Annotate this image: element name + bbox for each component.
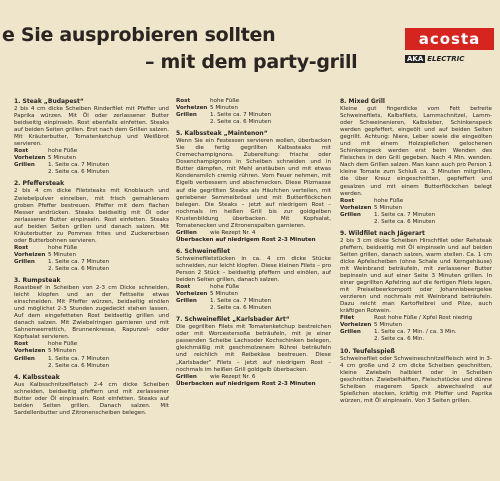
cooking-label — [14, 266, 48, 273]
cooking-label: Grillen — [176, 229, 197, 236]
cooking-label: Filet — [340, 315, 355, 322]
cooking-row — [340, 198, 492, 205]
recipe-title: 4. Kalbssteak — [14, 373, 60, 381]
cooking-value: hohe Füße — [210, 98, 240, 104]
cooking-value: 5 Minuten — [48, 155, 76, 162]
cooking-label: Grillen — [14, 162, 35, 169]
recipe-column-2 — [176, 98, 331, 478]
cooking-row — [340, 329, 492, 336]
cooking-value: hohe Füße — [48, 244, 78, 251]
cooking-row — [340, 205, 492, 212]
recipe-section — [340, 230, 492, 344]
recipe-column-3 — [340, 98, 492, 478]
cooking-label — [176, 305, 210, 312]
cooking-value: 2. Seite ca. 6 Minuten — [48, 169, 110, 176]
cooking-value: 2. Seite ca. 6 Min. — [374, 336, 425, 343]
cooking-value: 1. Seite ca. 7 Minuten — [48, 258, 110, 265]
cooking-label: Rost — [14, 244, 29, 251]
cooking-label: Vorheizen — [14, 155, 46, 162]
cooking-label: Vorheizen — [340, 204, 372, 211]
cooking-row — [176, 298, 331, 305]
cooking-label: Grillen — [340, 211, 361, 218]
recipe-title: 5. Kalbssteak „Maintenon“ — [176, 130, 268, 138]
cooking-row — [14, 348, 169, 355]
cooking-label: Rost — [176, 98, 191, 104]
recipe-section — [14, 277, 169, 370]
recipe-text: Wenn Sie ein Festessen servieren wollen, überbacken Sie die fertig gegrillten Kalbssteaks mit Cremechampignons. Zubereitung: frische oder Dosenchampignons in Scheiben schneiden und in Butter dämpfen, mit Mehl anstäuben und mit etwas Kondensmilch cremig rühren. Vom Feuer nehmen, mit Eigelb verbessern und abschmecken. Diese Pilzmasse auf die gegrillten Steaks als Häufchen verteilen, mit geriebener Semmelbrösel und mit Butterflöckchen belegen. Die Steaks – jetzt auf niedrigem Rost – nochmals im heißen Grill bis zur goldgelben Krustenbildung überbacken. Mit Kopfsalat, Tomatenecken und Zitronenspalten garnieren. — [176, 138, 331, 229]
cooking-label — [340, 336, 374, 343]
cooking-row — [340, 322, 492, 329]
cooking-row — [14, 162, 169, 169]
recipe-text: 2 bis 4 cm dicke Filetsteaks mit Knoblauch und Zwiebelpulver einreiben, mit frisch gemahlenem groben Pfeffer bestreuen. Pfeffer mit dem flachen Messer andrücken. Steaks beidseitig mit Öl oder zerlassener Butter einpinseln. Rost einfetten. Steaks auf beiden Seiten grillen und danach salzen. Mit Kräuterbutter zu Pommes frites und Zuckererbsen oder Butterbohnen servieren. — [14, 188, 169, 244]
recipe-section — [340, 98, 492, 226]
cooking-value: 5 Minuten — [374, 204, 402, 211]
page-title-line2 — [145, 51, 357, 73]
recipe-title: 7. Schweinefilet „Karlsbader Art“ — [176, 316, 290, 324]
cooking-label: Rost — [176, 284, 191, 291]
cooking-value: 1. Seite ca. 7 Minuten — [374, 211, 436, 218]
cooking-value: 2. Seite ca. 6 Minuten — [210, 119, 272, 126]
overbake-note: Überbacken auf niedrigem Rost 2-3 Minuten — [176, 236, 316, 243]
cooking-label: Rost — [14, 341, 29, 348]
cooking-row — [176, 284, 331, 291]
recipe-section — [14, 180, 169, 273]
cooking-label: Grillen — [14, 258, 35, 265]
cooking-value: 5 Minuten — [210, 105, 238, 112]
cooking-label — [14, 169, 48, 176]
cooking-value: Rost hohe Füße / Xpfel Rost niedrig — [374, 315, 473, 322]
recipe-section — [176, 316, 331, 387]
cooking-row — [14, 169, 169, 176]
brand-logo: acosta — [405, 28, 494, 50]
cooking-row — [176, 291, 331, 298]
cooking-value: 2. Seite ca. 6 Minuten — [48, 362, 110, 369]
cooking-row — [176, 305, 331, 312]
cooking-value: 1. Seite ca. 7 Minuten — [210, 112, 272, 119]
cooking-label — [14, 363, 48, 370]
cooking-label: Grillen — [176, 112, 197, 119]
recipe-title: 1. Steak „Budapest“ — [14, 98, 84, 105]
recipe-text: Schweinefiletstücken in ca. 4 cm dicke Stücke schneiden, nur leicht klopfen. Diese kleinen Filets – pro Person 2 Stück – beidseitig pfeffern und einölen, auf beiden Seiten grillen, danach salzen. — [176, 255, 331, 284]
recipe-text: Aus Kalbsschnitzelfleisch 2-4 cm dicke Scheiben schneiden, beidseitig pfeffern und mit zerlassener Butter oder Öl einpinseln. Rost einfetten. Steaks auf beiden Seiten grillen. Danach salzen. Mit Sardellenbutter und Zitronenscheiben belegen. — [14, 381, 169, 416]
cooking-label: Vorheizen — [14, 348, 46, 355]
recipe-text: Die gegrillten Filets mit Tomatenketchup bestreichen oder mit Worcestersoße beträufeln, mit je einer passenden Scheibe Lachsoder Kochschinken belegen, gleichmäßig mit geschmolzenem Rührei beträufeln und reichlich mit Reibekäse bestreuen. Diese „Karlsbader“ Filets – jetzt auf niedrigem Rost – nochmals im heißen Grill goldgelb überbacken. — [176, 324, 331, 373]
recipe-text: 2 bis 4 cm dicke Scheiben Rinderfilet mit Pfeffer und Paprika würzen. Mit Öl oder zerlassener Butter beidseitig einpinseln. Rost ebenfalls einfetten. Steaks auf beiden Seiten grillen. Erst nach dem Grillen salzen. Mit Kräuterbutter, Tomatenketchup und Weißbrot servieren. — [14, 106, 169, 148]
cooking-value: 5 Minuten — [48, 348, 76, 355]
cooking-row — [340, 212, 492, 219]
cooking-value: wie Rezept Nr. 6 — [210, 373, 256, 380]
cooking-label: Rost — [14, 148, 29, 155]
cooking-value: hohe Füße — [48, 148, 78, 155]
cooking-label: Vorheizen — [176, 291, 208, 298]
cooking-label: Vorheizen — [14, 251, 46, 258]
cooking-value: hohe Füße — [210, 284, 240, 291]
cooking-value: 1. Seite ca. 7 Minuten — [210, 298, 272, 305]
cooking-row — [176, 105, 331, 112]
cooking-row — [14, 155, 169, 162]
cooking-row — [176, 112, 331, 119]
recipe-title: 6. Schweinefilet — [176, 247, 231, 255]
recipe-section — [14, 98, 169, 176]
cooking-value: 5 Minuten — [374, 322, 402, 329]
overbake-note: Überbacken auf niedrigem Rost 2-3 Minuten — [176, 380, 316, 387]
cooking-row — [14, 356, 169, 363]
cooking-value: 5 Minuten — [48, 251, 76, 258]
cooking-row — [340, 219, 492, 226]
recipe-section — [176, 130, 331, 244]
brand-sub-logo — [405, 54, 494, 64]
cooking-value: hohe Füße — [374, 197, 404, 204]
cooking-row — [14, 363, 169, 370]
cooking-row — [176, 98, 331, 105]
cooking-row — [176, 119, 331, 126]
cooking-value: hohe Füße — [48, 341, 78, 348]
cooking-value: 1. Seite ca. 7 Minuten — [48, 355, 110, 362]
cooking-row — [14, 266, 169, 273]
recipe-title: 3. Rumpsteak — [14, 277, 61, 285]
cooking-label: Rost — [340, 197, 355, 204]
recipe-text: Schweinefilet oder Schweineschnitzelfleisch wird in 3-4 cm große und 2 cm dicke Scheiben geschnitten, kleine Zwiebeln halbiert oder in Scheiben geschnitten. Zwiebelhälften, Fleischstücke und dünne Scheiben magerem Speck abwechselnd auf Spießchen stecken, kräftig mit Pfeffer und Paprika würzen, mit Öl einpinseln. Von 3 Seiten grillen. — [340, 355, 492, 404]
cooking-row — [14, 341, 169, 348]
cooking-row — [176, 374, 331, 381]
cooking-value: 2. Seite ca. 6 Minuten — [210, 305, 272, 312]
cooking-label: Grillen — [340, 329, 361, 336]
title-party-grill: party-grill — [253, 51, 358, 73]
recipe-section — [340, 348, 492, 405]
cooking-label: Grillen — [14, 355, 35, 362]
page-header — [0, 18, 500, 90]
cooking-value: 1. Seite ca. 7 Minuten — [48, 162, 110, 169]
recipe-section — [14, 374, 169, 417]
cooking-value: 2. Seite ca. 6 Minuten — [48, 265, 110, 272]
cooking-label: Grillen — [176, 298, 197, 305]
cooking-value: wie Rezept Nr. 4 — [210, 229, 256, 236]
recipe-column-1 — [14, 98, 169, 478]
cooking-row — [14, 259, 169, 266]
cooking-row — [14, 245, 169, 252]
cooking-row — [176, 230, 331, 237]
recipe-text: Roastbeef in Scheiben von 2-3 cm Dicke schneiden, leicht klopfen und an der Fettseite etwas einschneiden. Mit Pfeffer würzen, beidseitig einölen und möglichst 2-3 Stunden zugedeckt stehen lassen. Auf dem eingefetteten Rost beidseitig grillen und danach salzen. Mit Zwiebelringen garnieren und mit Sahnemeerrettich, Brunnenkresse, Rapunzel- oder Kopfsalat servieren. — [14, 285, 169, 341]
recipe-text: 2 bis 3 cm dicke Scheiben Hirschfilet oder Rehsteak pfeffern, beidseitig mit Öl einpinseln und auf beiden Seiten grillen, danach salzen, warm stellen. Ca. 1 cm dicke Apfelscheiben (ohne Schale und Kerngehäuse) mit Weinbrand beträufeln, mit zerlassener Butter bepinseln und auf einer Seite 3 Minuten grillen. In einer gegrillten Apfelring auf die fertigen Filets legen, mit Preiselbeerkompott oder Johannisbeergelee verzieren und nochmals mit Weinbrand beträufeln. Dazu reicht man Kartoffelbrei und Pilze, auch kräftigen Rotwein. — [340, 237, 492, 315]
recipe-title: 9. Wildfilet nach Jägerart — [340, 229, 425, 237]
cooking-label: Vorheizen — [176, 105, 208, 112]
cooking-label: Vorheizen — [340, 322, 372, 329]
logo-aka: AKA — [407, 55, 424, 63]
cooking-label: Grillen — [176, 373, 197, 380]
logo-electric: ELECTRIC — [427, 55, 465, 63]
recipe-section — [176, 98, 331, 126]
recipe-title: 10. Teufelsspieß — [340, 347, 395, 355]
recipe-text: Kleine gut fingerdicke vom Fett befreite Schweinefilets, Kalbsfilets, Lammschnitzel, Lamm- oder Schweinenieren, Kalbsleber, Schinkenspeck werden gepfeffert, eingeölt und auf beiden Seiten gegrillt. Achtung: Niere, Leber sowie die eingeölten und mit einem Holzspießchen gelochenen Schinkenspeck werden erst beim Wenden des Fleisches in den Grill gegeben. Nach 4 Min. wenden. Nach dem Grillen salzen. Man kann auch pro Person 1 kleine Tomate zum Schluß ca. 3 Minuten mitgrillen, die über Kreuz eingeschnitten, gepfeffert und gesalzen und mit einem Butterflöckchen belegt werden. — [340, 106, 492, 197]
page-title-line1: e Sie ausprobieren sollten — [2, 24, 276, 46]
cooking-row — [340, 315, 492, 322]
cooking-label — [340, 219, 374, 226]
cooking-row — [14, 252, 169, 259]
title-prefix: – mit dem — [145, 51, 254, 73]
cooking-row — [14, 148, 169, 155]
cooking-value: 5 Minuten — [210, 291, 238, 298]
recipe-section — [176, 248, 331, 312]
cooking-value: 2. Seite ca. 6 Minuten — [374, 218, 436, 225]
cooking-value: 1. Seite ca. 7 Min. / ca. 3 Min. — [374, 329, 457, 336]
cooking-label — [176, 119, 210, 126]
recipe-title: 8. Mixed Grill — [340, 98, 385, 105]
cooking-row — [340, 336, 492, 343]
recipe-title: 2. Pfeffersteak — [14, 180, 65, 188]
